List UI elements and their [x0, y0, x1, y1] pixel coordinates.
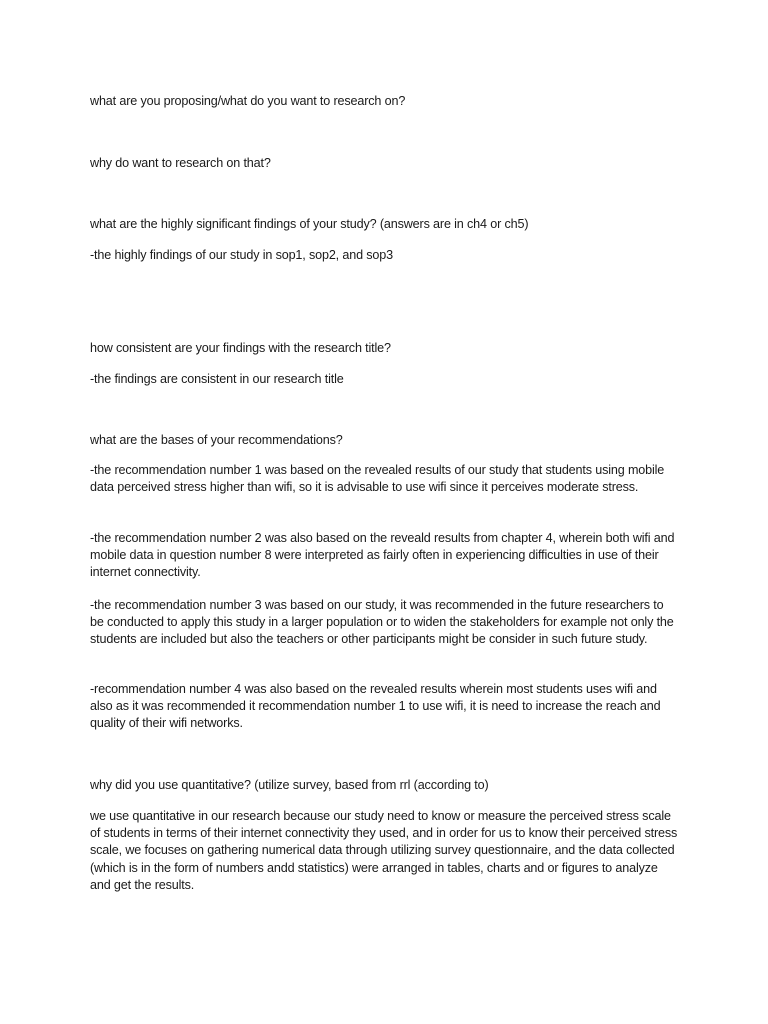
- answer-recommendation-1: -the recommendation number 1 was based on the revealed results of our study that students using mobile data perceived stress higher than wifi, so it is advisable to use wifi since it perceives moderate stress.: [90, 463, 665, 495]
- answer-consistency: -the findings are consistent in our research title: [90, 372, 344, 386]
- question-findings: what are the highly significant findings of your study? (answers are in ch4 or ch5): [90, 217, 529, 231]
- question-proposal: what are you proposing/what do you want to research on?: [90, 94, 406, 108]
- question-why-research: why do want to research on that?: [90, 156, 271, 170]
- answer-quantitative: we use quantitative in our research because our study need to know or measure the perceived stress scale of students in terms of their internet connectivity they used, and in order for us to know their perceived stress scale, we focuses on gathering numerical data through utilizing survey questionnaire, and the data collected (which is in the form of numbers andd statistics) were arranged in tables, charts and or figures to analyze and get the results.: [90, 809, 678, 892]
- question-recommendations: what are the bases of your recommendations?: [90, 433, 343, 447]
- question-quantitative: why did you use quantitative? (utilize survey, based from rrl (according to): [90, 778, 489, 792]
- answer-findings: -the highly findings of our study in sop1, sop2, and sop3: [90, 248, 393, 262]
- answer-recommendation-3: -the recommendation number 3 was based on our study, it was recommended in the future researchers to be conducted to apply this study in a larger population or to widen the stakeholders for example not only the students are included but also the teachers or other participants might be consider in such future study.: [90, 598, 674, 647]
- question-consistency: how consistent are your findings with the research title?: [90, 341, 391, 355]
- answer-recommendation-4: -recommendation number 4 was also based on the revealed results wherein most students uses wifi and also as it was recommended it recommendation number 1 to use wifi, it is need to increase the reach and quality of their wifi networks.: [90, 682, 661, 731]
- answer-recommendation-2: -the recommendation number 2 was also based on the reveald results from chapter 4, wherein both wifi and mobile data in question number 8 were interpreted as fairly often in experiencing difficulties in use of their internet connectivity.: [90, 531, 675, 580]
